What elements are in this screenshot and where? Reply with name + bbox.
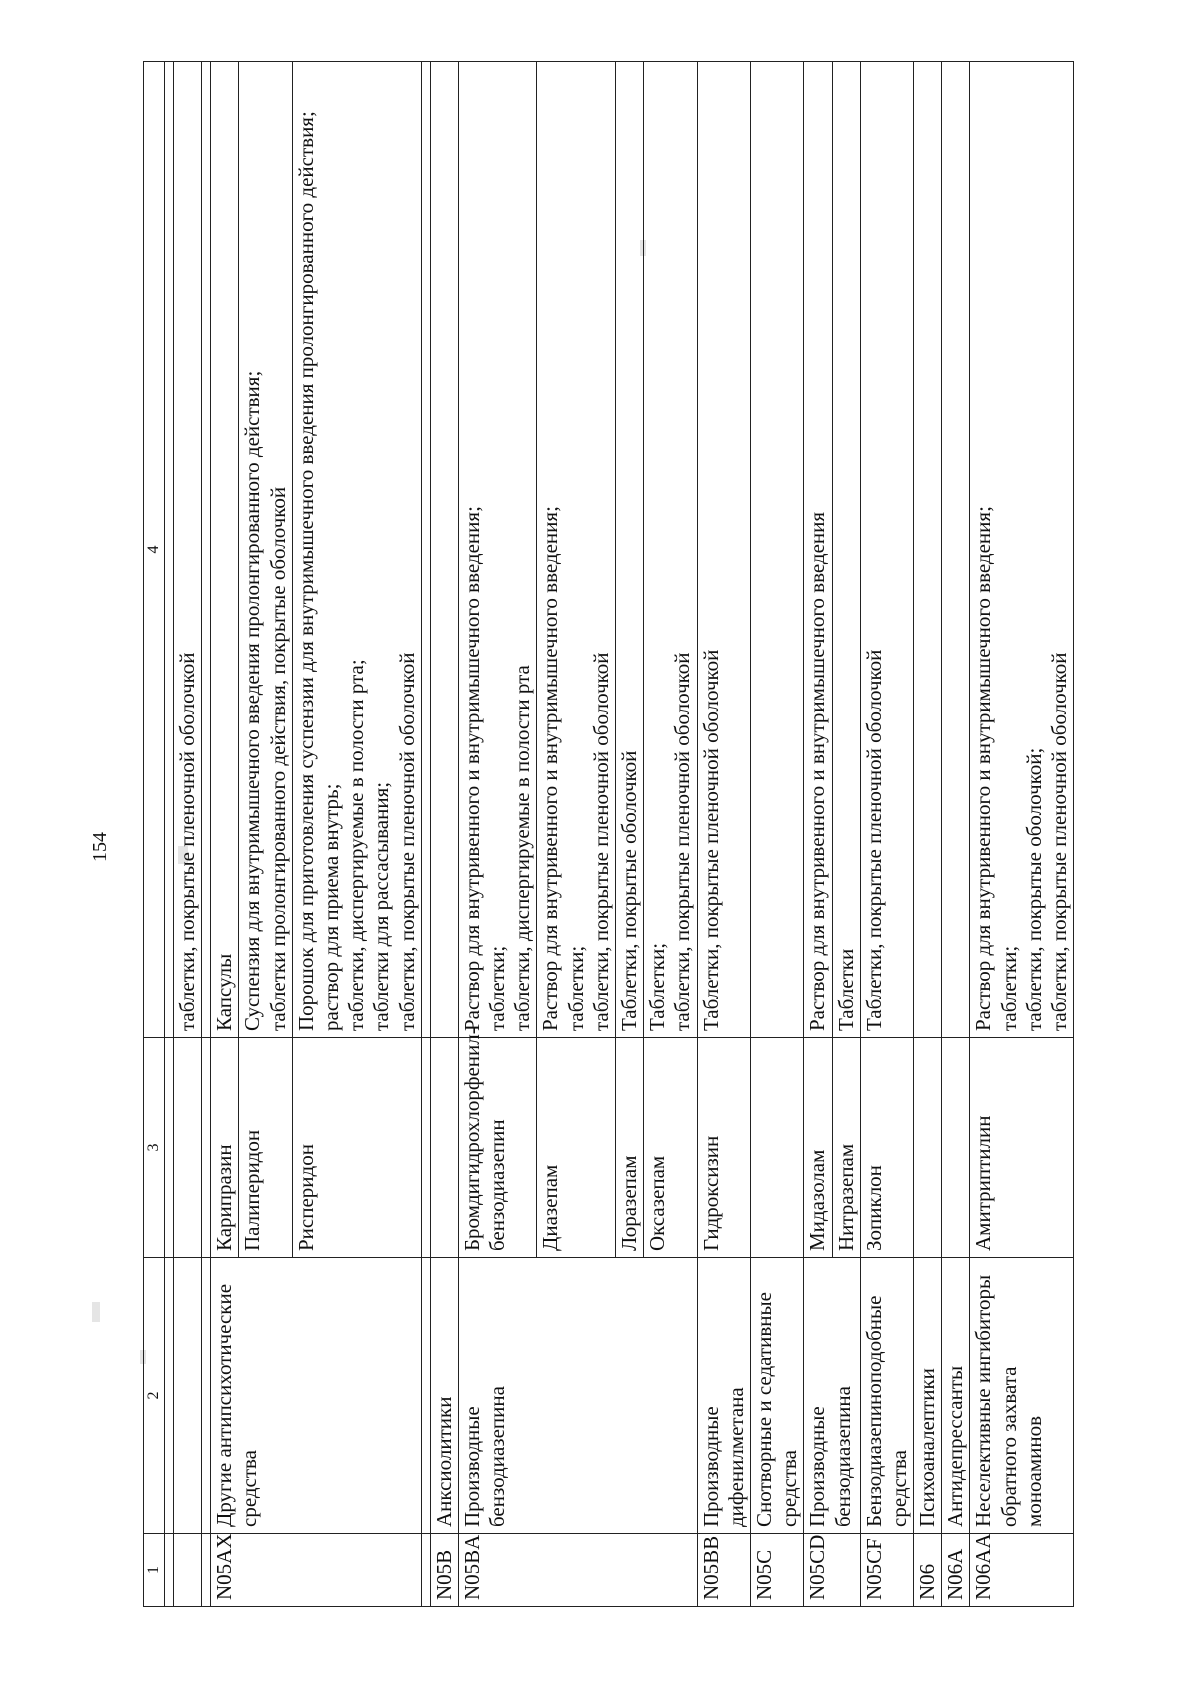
dosage-forms: Таблетки; таблетки, покрытые пленочной оболочкой <box>644 62 697 1038</box>
dosage-forms: Таблетки <box>832 62 860 1038</box>
col-header-2: 2 <box>144 1258 165 1534</box>
table-row <box>804 62 832 1607</box>
page-number: 154 <box>89 832 111 862</box>
table-row <box>202 62 211 1607</box>
group-name: Бензодиазепиноподобные средства <box>860 1258 913 1534</box>
drug-name: Амитриптилин <box>970 1038 1074 1258</box>
forms-continuation: таблетки, покрытые пленочной оболочкой <box>174 62 202 1038</box>
dosage-forms: Таблетки, покрытые пленочной оболочкой <box>697 62 750 1038</box>
atc-code: N05BB <box>697 1534 750 1607</box>
group-name: Производные бензодиазепина <box>458 1258 697 1534</box>
dosage-forms: Раствор для внутривенного и внутримышечного введения; таблетки; таблетки, покрытые оболочкой; таблетки, покрытые пленочной оболочкой <box>970 62 1074 1038</box>
group-name: Неселективные ингибиторы обратного захвата моноаминов <box>970 1258 1074 1534</box>
table-row <box>860 62 913 1607</box>
atc-code: N06A <box>942 1534 970 1607</box>
atc-code: N05CF <box>860 1534 913 1607</box>
atc-code: N05CD <box>804 1534 860 1607</box>
table-row <box>174 62 202 1607</box>
atc-code: N05BA <box>458 1534 697 1607</box>
table-row <box>697 62 750 1607</box>
drug-name: Рисперидон <box>292 1038 421 1258</box>
dosage-forms: Таблетки, покрытые пленочной оболочкой <box>860 62 913 1038</box>
group-name: Анксиолитики <box>430 1258 458 1534</box>
drug-name: Гидроксизин <box>697 1038 750 1258</box>
col-header-3: 3 <box>144 1038 165 1258</box>
table-row <box>458 62 537 1607</box>
table-row <box>165 62 174 1607</box>
group-name: Другие антипсихотические средства <box>211 1258 422 1534</box>
drug-name: Диазепам <box>537 1038 616 1258</box>
group-name: Антидепрессанты <box>942 1258 970 1534</box>
drug-name: Лоразепам <box>616 1038 644 1258</box>
table-row <box>942 62 970 1607</box>
group-name: Производные дифенилметана <box>697 1258 750 1534</box>
table-row <box>430 62 458 1607</box>
dosage-forms: Суспензия для внутримышечного введения пролонгированного действия; таблетки пролонгированного действия, покрытые оболочкой <box>239 62 292 1038</box>
dosage-forms: Порошок для приготовления суспензии для внутримышечного введения пролонгированного действия; раствор для приема внутрь; таблетки, диспергируемые в полости рта; таблетки для рассасывания; таблетки, покрытые пленочной оболочкой <box>292 62 421 1038</box>
header-row <box>144 62 165 1607</box>
dosage-forms: Раствор для внутривенного и внутримышечного введения; таблетки; таблетки, покрытые пленочной оболочкой <box>537 62 616 1038</box>
scan-smudge <box>92 1302 100 1322</box>
drug-name: Оксазепам <box>644 1038 697 1258</box>
dosage-forms: Таблетки, покрытые оболочкой <box>616 62 644 1038</box>
drug-name: Мидазолам <box>804 1038 832 1258</box>
dosage-forms: Раствор для внутривенного и внутримышечного введения <box>804 62 832 1038</box>
atc-code: N05AX <box>211 1534 422 1607</box>
table-row <box>970 62 1074 1607</box>
drug-name: Палиперидон <box>239 1038 292 1258</box>
drug-name: Карипразин <box>211 1038 239 1258</box>
drug-name: Зопиклон <box>860 1038 913 1258</box>
atc-code: N05C <box>750 1534 803 1607</box>
table-row <box>914 62 942 1607</box>
table-row <box>750 62 803 1607</box>
table-row <box>211 62 239 1607</box>
group-name: Производные бензодиазепина <box>804 1258 860 1534</box>
col-header-1: 1 <box>144 1534 165 1607</box>
atc-code: N06AA <box>970 1534 1074 1607</box>
table-row <box>421 62 430 1607</box>
dosage-forms: Капсулы <box>211 62 239 1038</box>
atc-code: N05B <box>430 1534 458 1607</box>
rotated-table-frame <box>143 62 1200 1607</box>
drug-name: Нитразепам <box>832 1038 860 1258</box>
drug-name: Бромдигидрохлорфенил-бензодиазепин <box>458 1038 537 1258</box>
drug-table <box>143 61 1074 1607</box>
atc-code: N06 <box>914 1534 942 1607</box>
group-name: Снотворные и седативные средства <box>750 1258 803 1534</box>
col-header-4: 4 <box>144 62 165 1038</box>
group-name: Психоаналептики <box>914 1258 942 1534</box>
dosage-forms: Раствор для внутривенного и внутримышечного введения; таблетки; таблетки, диспергируемые в полости рта <box>458 62 537 1038</box>
